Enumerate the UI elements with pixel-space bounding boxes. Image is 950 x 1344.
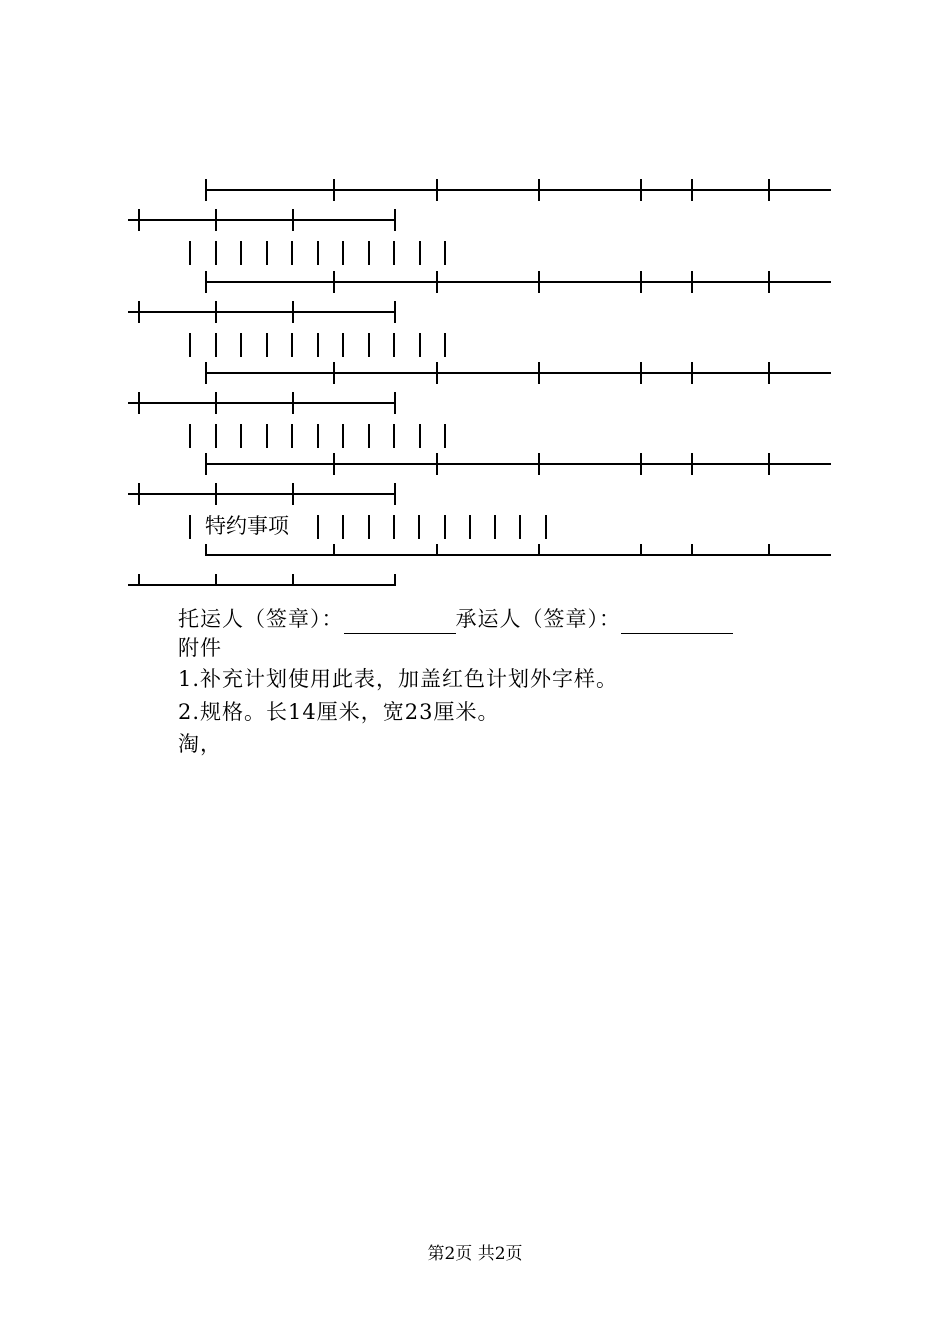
table-cell-divider	[317, 241, 319, 265]
table-border-tick	[333, 271, 335, 293]
table-border-tick	[768, 453, 770, 475]
table-cell-divider	[444, 241, 446, 265]
table-border-tick	[215, 483, 217, 505]
page-footer: 第2页 共2页	[427, 1244, 523, 1264]
table-border-tick	[538, 271, 540, 293]
table-cell-divider	[240, 333, 242, 357]
table-cell-divider	[419, 333, 421, 357]
table-cell-divider	[393, 424, 395, 448]
table-border-tick	[138, 574, 140, 586]
table-border-tick	[333, 544, 335, 556]
table-border-tick	[394, 574, 396, 586]
table-cell-divider	[342, 241, 344, 265]
table-cell-divider	[215, 333, 217, 357]
attachment-heading: 附件	[178, 636, 222, 660]
table-border-tick	[333, 362, 335, 384]
table-border-tick	[215, 574, 217, 586]
table-border-line	[128, 311, 396, 313]
table-cell-divider	[368, 515, 370, 539]
table-cell-divider	[519, 515, 521, 539]
table-cell-divider	[368, 424, 370, 448]
table-cell-divider	[240, 424, 242, 448]
table-cell-divider	[419, 424, 421, 448]
table-cell-divider	[368, 241, 370, 265]
table-cell-divider	[189, 333, 191, 357]
table-border-tick	[691, 453, 693, 475]
table-border-tick	[436, 179, 438, 201]
table-border-line	[205, 281, 831, 283]
table-border-line	[128, 402, 396, 404]
table-border-tick	[138, 392, 140, 414]
table-border-tick	[691, 271, 693, 293]
table-border-tick	[333, 453, 335, 475]
table-cell-divider	[545, 515, 547, 539]
table-border-line	[128, 584, 396, 586]
table-border-tick	[138, 483, 140, 505]
table-border-tick	[138, 301, 140, 323]
table-cell-divider	[291, 241, 293, 265]
table-border-line	[205, 554, 831, 556]
table-border-tick	[205, 453, 207, 475]
table-border-tick	[640, 179, 642, 201]
table-border-tick	[768, 271, 770, 293]
table-cell-divider	[342, 515, 344, 539]
table-cell-divider	[342, 424, 344, 448]
table-border-line	[205, 189, 831, 191]
table-cell-divider	[393, 333, 395, 357]
table-cell-divider	[419, 241, 421, 265]
special-terms-label: 特约事项	[205, 514, 289, 538]
table-border-tick	[436, 453, 438, 475]
table-border-tick	[538, 179, 540, 201]
table-border-line	[205, 463, 831, 465]
table-border-tick	[538, 544, 540, 556]
table-cell-divider	[444, 515, 446, 539]
table-border-tick	[205, 271, 207, 293]
table-cell-divider	[215, 424, 217, 448]
table-cell-divider	[189, 241, 191, 265]
table-border-tick	[640, 271, 642, 293]
table-border-tick	[394, 209, 396, 231]
table-cell-divider	[291, 333, 293, 357]
table-cell-divider	[494, 515, 496, 539]
table-cell-divider	[393, 515, 395, 539]
table-border-tick	[333, 179, 335, 201]
table-cell-divider	[317, 424, 319, 448]
table-cell-divider	[368, 333, 370, 357]
table-cell-divider	[266, 333, 268, 357]
table-border-tick	[394, 301, 396, 323]
table-border-tick	[215, 301, 217, 323]
table-border-tick	[215, 392, 217, 414]
table-border-tick	[640, 453, 642, 475]
table-border-tick	[691, 544, 693, 556]
consignor-signature-field[interactable]	[344, 611, 456, 634]
table-cell-divider	[469, 515, 471, 539]
table-cell-divider	[317, 333, 319, 357]
table-border-tick	[394, 483, 396, 505]
table-border-tick	[768, 362, 770, 384]
table-cell-divider	[393, 241, 395, 265]
table-cell-divider	[444, 424, 446, 448]
table-cell-divider	[418, 515, 420, 539]
table-border-tick	[436, 271, 438, 293]
table-border-line	[205, 372, 831, 374]
table-cell-divider	[291, 424, 293, 448]
table-border-tick	[205, 179, 207, 201]
note-item-3: 淘，	[178, 732, 222, 756]
table-cell-divider	[342, 333, 344, 357]
table-cell-divider	[266, 241, 268, 265]
table-cell-divider	[189, 424, 191, 448]
table-border-tick	[640, 544, 642, 556]
carrier-signature-label: 承运人（签章）：	[455, 607, 621, 631]
table-border-tick	[292, 301, 294, 323]
table-border-tick	[436, 544, 438, 556]
table-cell-divider	[240, 241, 242, 265]
table-border-tick	[691, 362, 693, 384]
table-border-tick	[138, 209, 140, 231]
table-border-tick	[292, 483, 294, 505]
table-border-tick	[292, 392, 294, 414]
table-cell-divider	[189, 515, 191, 539]
table-border-tick	[768, 544, 770, 556]
table-border-tick	[205, 362, 207, 384]
carrier-signature-field[interactable]	[621, 611, 733, 634]
table-border-tick	[215, 209, 217, 231]
table-border-tick	[205, 544, 207, 556]
table-border-tick	[292, 209, 294, 231]
table-border-tick	[394, 392, 396, 414]
table-cell-divider	[444, 333, 446, 357]
table-border-tick	[691, 179, 693, 201]
table-border-tick	[640, 362, 642, 384]
table-border-tick	[292, 574, 294, 586]
note-item-2: 2.规格。长14厘米，宽23厘米。	[178, 700, 500, 724]
consignor-signature-label: 托运人（签章）：	[178, 607, 344, 631]
table-border-line	[128, 219, 396, 221]
table-cell-divider	[317, 515, 319, 539]
note-item-1: 1.补充计划使用此表，加盖红色计划外字样。	[178, 667, 619, 691]
table-border-tick	[538, 453, 540, 475]
table-border-tick	[538, 362, 540, 384]
signature-line	[178, 604, 733, 634]
table-cell-divider	[215, 241, 217, 265]
table-border-tick	[436, 362, 438, 384]
table-border-tick	[768, 179, 770, 201]
table-border-line	[128, 493, 396, 495]
table-cell-divider	[266, 424, 268, 448]
